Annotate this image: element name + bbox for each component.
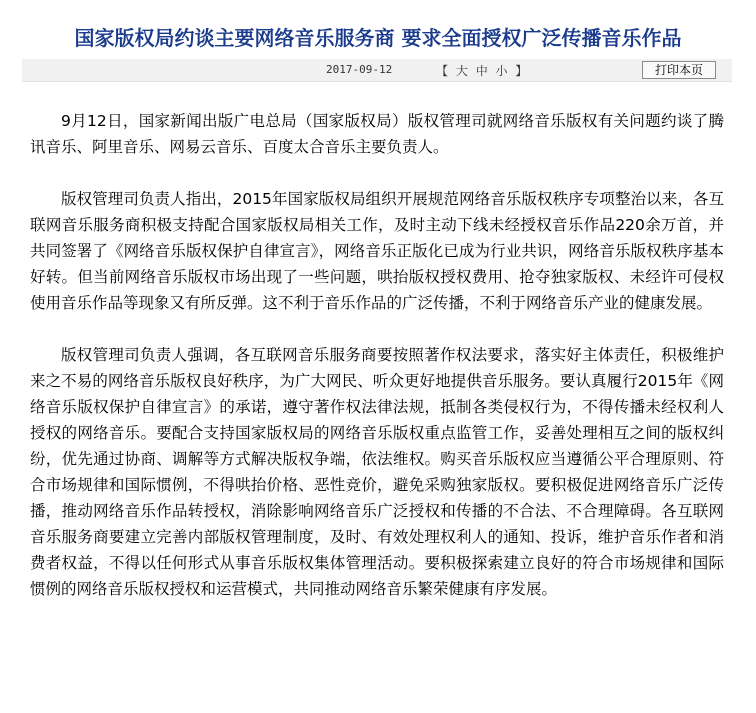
paragraph: 9月12日，国家新闻出版广电总局（国家版权局）版权管理司就网络音乐版权有关问题约谈了腾讯音乐、阿里音乐、网易云音乐、百度太合音乐主要负责人。: [30, 112, 724, 156]
article-body: [30, 108, 724, 628]
font-size-selector: [434, 62, 529, 79]
font-size-small-link[interactable]: 小: [495, 64, 508, 78]
paragraph: 版权管理司负责人指出，2015年国家版权局组织开展规范网络音乐版权秩序专项整治以来，各互联网音乐服务商积极支持配合国家版权局相关工作，及时主动下线未经授权音乐作品220余万首，并共同签署了《网络音乐版权保护自律宣言》，网络音乐正版化已成为行业共识，网络音乐版权秩序基本好转。但当前网络音乐版权市场出现了一些问题，哄抬版权授权费用、抢夺独家版权、未经许可侵权使用音乐作品等现象又有所反弹。这不利于音乐作品的广泛传播，不利于网络音乐产业的健康发展。: [30, 190, 724, 312]
print-button[interactable]: 打印本页: [642, 61, 716, 79]
font-size-medium-link[interactable]: 中: [475, 64, 488, 78]
font-size-open-bracket: 【: [436, 64, 449, 78]
publish-date: 2017-09-12: [326, 63, 393, 76]
paragraph: 版权管理司负责人强调，各互联网音乐服务商要按照著作权法要求，落实好主体责任，积极维护来之不易的网络音乐版权良好秩序，为广大网民、听众更好地提供音乐服务。要认真履行2015年《网络音乐版权保护自律宣言》的承诺，遵守著作权法律法规，抵制各类侵权行为，不得传播未经权利人授权的网络音乐。要配合支持国家版权局的网络音乐版权重点监管工作，妥善处理相互之间的版权纠纷，优先通过协商、调解等方式解决版权争端，依法维权。购买音乐版权应当遵循公平合理原则、符合市场规律和国际惯例，不得哄抬价格、恶性竞价，避免采购独家版权。要积极促进网络音乐广泛传播，推动网络音乐作品转授权，消除影响网络音乐广泛授权和传播的不合法、不合理障碍。各互联网音乐服务商要建立完善内部版权管理制度，及时、有效处理权利人的通知、投诉，维护音乐作者和消费者权益，不得以任何形式从事音乐版权集体管理活动。要积极探索建立良好的符合市场规律和国际惯例的网络音乐版权授权和运营模式，共同推动网络音乐繁荣健康有序发展。: [30, 346, 724, 598]
article-title: 国家版权局约谈主要网络音乐服务商 要求全面授权广泛传播音乐作品: [74, 26, 682, 50]
article-meta-bar: [22, 59, 732, 82]
font-size-large-link[interactable]: 大: [455, 64, 468, 78]
font-size-close-bracket: 】: [515, 64, 528, 78]
